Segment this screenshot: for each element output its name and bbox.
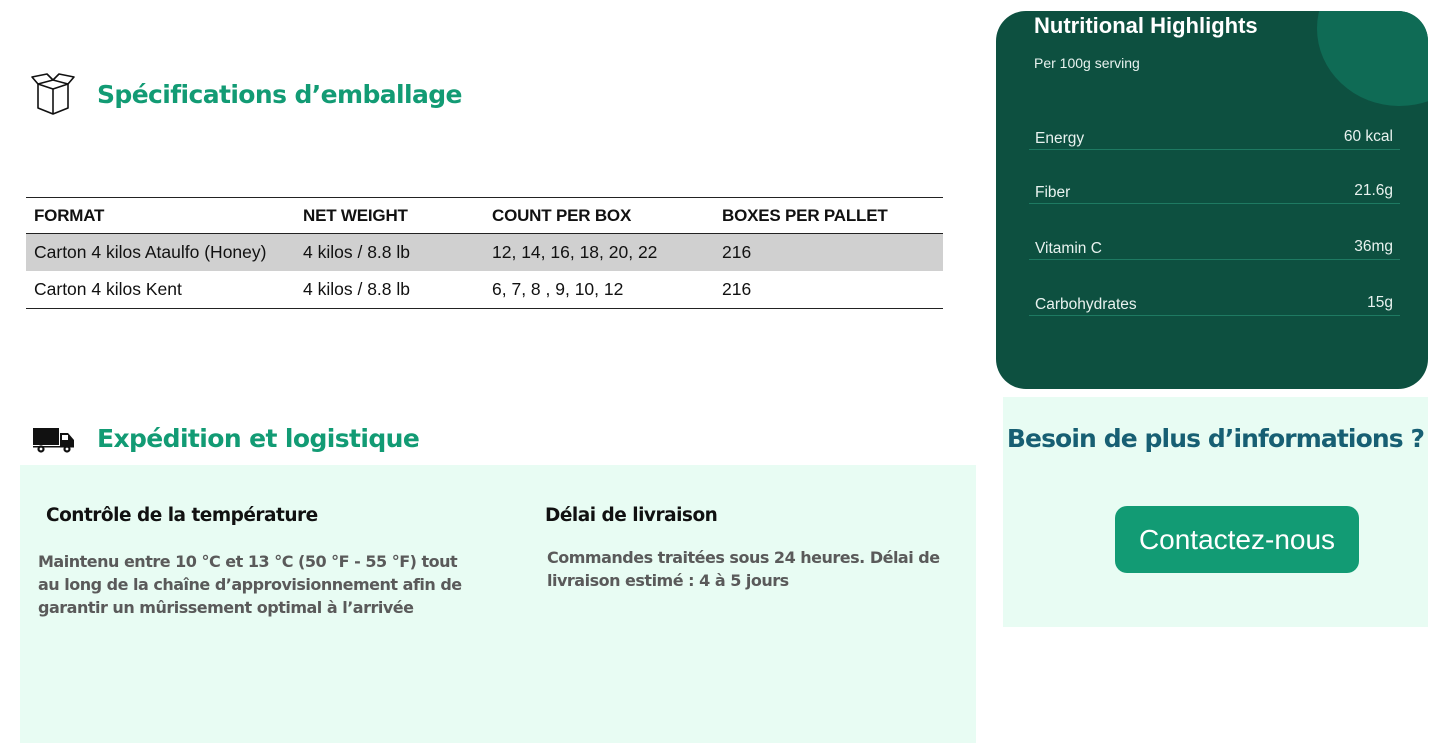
- cell-count-per-box: 6, 7, 8 , 9, 10, 12: [492, 279, 624, 299]
- nutrition-card: [996, 11, 1428, 389]
- nutrition-subtitle: Per 100g serving: [1034, 55, 1140, 71]
- logistics-panel: [20, 465, 976, 743]
- table-header-row: [26, 198, 943, 234]
- cell-net-weight: 4 kilos / 8.8 lb: [303, 279, 410, 299]
- cell-boxes-per-pallet: 216: [722, 242, 752, 262]
- nutrition-row-fiber: [1029, 184, 1400, 204]
- nutrition-value: 15g: [1367, 294, 1393, 311]
- nutrition-label: Energy: [1035, 130, 1085, 147]
- contact-panel: [1003, 397, 1428, 627]
- nutrition-row-energy: [1029, 130, 1400, 150]
- table-row: [26, 271, 943, 308]
- nutrition-row-vitamin-c: [1029, 240, 1400, 260]
- delivery-heading: Délai de livraison: [545, 505, 718, 526]
- nutrition-label: Carbohydrates: [1035, 296, 1137, 313]
- shipping-title: Expédition et logistique: [97, 424, 420, 453]
- column-header-boxes-per-pallet: BOXES PER PALLET: [722, 205, 888, 225]
- cell-format: Carton 4 kilos Ataulfo (Honey): [34, 242, 267, 262]
- temperature-text: Maintenu entre 10 °C et 13 °C (50 °F - 55 °F) tout au long de la chaîne d’approvisionnement afin de garantir un mûrissement optimal à l’arrivée: [38, 552, 462, 617]
- packaging-table: [26, 197, 943, 309]
- nutrition-title: Nutritional Highlights: [1034, 13, 1258, 38]
- cell-net-weight: 4 kilos / 8.8 lb: [303, 242, 410, 262]
- cell-boxes-per-pallet: 216: [722, 279, 752, 299]
- table-row: [26, 234, 943, 271]
- cell-format: Carton 4 kilos Kent: [34, 279, 182, 299]
- delivery-text: Commandes traitées sous 24 heures. Délai de livraison estimé : 4 à 5 jours: [547, 548, 940, 590]
- contact-title: Besoin de plus d’informations ?: [1006, 424, 1425, 453]
- nutrition-label: Vitamin C: [1035, 240, 1102, 257]
- column-header-count-per-box: COUNT PER BOX: [492, 205, 632, 225]
- contact-button[interactable]: Contactez-nous: [1115, 506, 1359, 573]
- nutrition-value: 21.6g: [1354, 182, 1393, 199]
- shipping-header: [33, 424, 419, 453]
- cell-count-per-box: 12, 14, 16, 18, 20, 22: [492, 242, 658, 262]
- box-icon: [30, 72, 76, 116]
- nutrition-label: Fiber: [1035, 184, 1071, 201]
- nutrition-value: 60 kcal: [1343, 128, 1393, 145]
- temperature-control-block: [38, 505, 478, 619]
- nutrition-row-carbohydrates: [1029, 296, 1400, 316]
- delivery-time-block: [545, 505, 955, 592]
- packaging-header: [30, 72, 462, 116]
- column-header-format: FORMAT: [34, 205, 105, 225]
- decorative-circle: [1317, 11, 1428, 106]
- nutrition-value: 36mg: [1354, 238, 1393, 255]
- column-header-net-weight: NET WEIGHT: [303, 205, 408, 225]
- packaging-title: Spécifications d’emballage: [97, 79, 462, 109]
- truck-icon: [33, 425, 75, 453]
- temperature-heading: Contrôle de la température: [46, 505, 318, 526]
